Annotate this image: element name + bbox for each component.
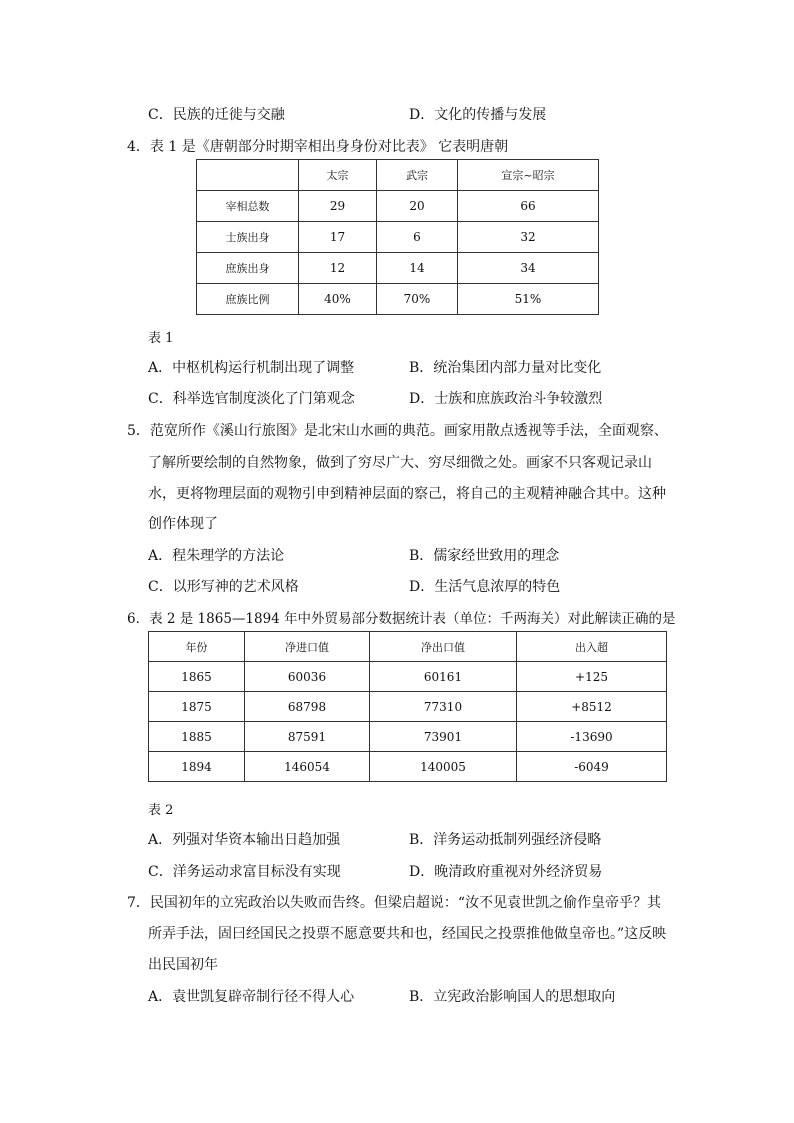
table-row bbox=[197, 191, 599, 222]
table-header-cell bbox=[197, 160, 299, 191]
table-header-cell: 出入超 bbox=[517, 632, 667, 662]
q6-option-d: D．晚清政府重视对外经济贸易 bbox=[409, 864, 603, 880]
table-cell: 士族出身 bbox=[197, 222, 299, 253]
table-cell: 庶族出身 bbox=[197, 253, 299, 284]
table-cell: +125 bbox=[517, 662, 667, 692]
table-cell: 1865 bbox=[149, 662, 245, 692]
q5-stem-line-2: 了解所要绘制的自然物象，做到了穷尽广大、穷尽细微之处。画家不只客观记录山 bbox=[148, 455, 652, 471]
table-cell: 庶族比例 bbox=[197, 284, 299, 315]
table-row bbox=[197, 253, 599, 284]
table-cell: 40% bbox=[299, 284, 377, 315]
q7-stem-line-1: 7．民国初年的立宪政治以失败而告终。但梁启超说：“汝不见袁世凯之偷作皇帝乎？其 bbox=[127, 895, 662, 911]
q5-option-d: D．生活气息浓厚的特色 bbox=[409, 579, 561, 595]
q5-stem-line-3: 水，更将物理层面的观物引申到精神层面的察己，将自己的主观精神融合其中。这种 bbox=[148, 486, 666, 502]
table-cell: -6049 bbox=[517, 752, 667, 782]
table-cell: 宰相总数 bbox=[197, 191, 299, 222]
table-header-cell: 宣宗~昭宗 bbox=[458, 160, 599, 191]
table-header-row bbox=[149, 632, 667, 662]
table-row bbox=[149, 692, 667, 722]
table-row bbox=[197, 284, 599, 315]
q5-option-a: A．程朱理学的方法论 bbox=[148, 548, 285, 564]
q4-option-a: A．中枢机构运行机制出现了调整 bbox=[148, 360, 355, 376]
q7-stem-line-2: 所弄手法，固曰经国民之投票不愿意要共和也，经国民之投票推他做皇帝也。”这反映 bbox=[148, 926, 667, 942]
table-cell: 60161 bbox=[370, 662, 517, 692]
table-cell: 1875 bbox=[149, 692, 245, 722]
q5-option-c: C．以形写神的艺术风格 bbox=[148, 579, 299, 595]
q3-option-c: C．民族的迁徙与交融 bbox=[148, 107, 285, 123]
q6-stem: 6．表 2 是 1865—1894 年中外贸易部分数据统计表（单位：千两海关）对此解读正确的是 bbox=[127, 611, 676, 627]
table-cell: 14 bbox=[377, 253, 458, 284]
table-header-cell: 净出口值 bbox=[370, 632, 517, 662]
table-header-cell: 年份 bbox=[149, 632, 245, 662]
table-header-cell: 武宗 bbox=[377, 160, 458, 191]
table-cell: 20 bbox=[377, 191, 458, 222]
table-cell: 68798 bbox=[245, 692, 370, 722]
table-cell: 60036 bbox=[245, 662, 370, 692]
q6-table-caption: 表 2 bbox=[148, 803, 174, 818]
table-cell: 146054 bbox=[245, 752, 370, 782]
table-row bbox=[149, 722, 667, 752]
q6-option-a: A．列强对华资本输出日趋加强 bbox=[148, 832, 341, 848]
table-cell: 70% bbox=[377, 284, 458, 315]
table-cell: 1894 bbox=[149, 752, 245, 782]
q6-option-c: C．洋务运动求富目标没有实现 bbox=[148, 864, 341, 880]
table-cell: 77310 bbox=[370, 692, 517, 722]
table-row bbox=[197, 222, 599, 253]
table-cell: 51% bbox=[458, 284, 599, 315]
q4-option-d: D．士族和庶族政治斗争较激烈 bbox=[409, 391, 603, 407]
q5-stem-line-1: 5．范宽所作《溪山行旅图》是北宋山水画的典范。画家用散点透视等手法，全面观察、 bbox=[127, 423, 668, 439]
table-cell: 34 bbox=[458, 253, 599, 284]
table-header-cell: 太宗 bbox=[299, 160, 377, 191]
table-row bbox=[149, 752, 667, 782]
q5-stem-line-4: 创作体现了 bbox=[148, 516, 218, 532]
table-cell: 17 bbox=[299, 222, 377, 253]
q7-stem-line-3: 出民国初年 bbox=[148, 957, 218, 973]
table-cell: +8512 bbox=[517, 692, 667, 722]
q4-stem: 4．表 1 是《唐朝部分时期宰相出身身份对比表》 它表明唐朝 bbox=[127, 139, 509, 155]
table-cell: 6 bbox=[377, 222, 458, 253]
table-cell: 66 bbox=[458, 191, 599, 222]
table-cell: 12 bbox=[299, 253, 377, 284]
table-cell: 32 bbox=[458, 222, 599, 253]
q7-option-a: A．袁世凯复辟帝制行径不得人心 bbox=[148, 989, 355, 1005]
q6-table bbox=[148, 631, 667, 782]
table-cell: 1885 bbox=[149, 722, 245, 752]
q4-option-b: B．统治集团内部力量对比变化 bbox=[409, 360, 602, 376]
q4-table-caption: 表 1 bbox=[148, 331, 174, 346]
table-header-cell: 净进口值 bbox=[245, 632, 370, 662]
table-cell: -13690 bbox=[517, 722, 667, 752]
q4-option-c: C．科举选官制度淡化了门第观念 bbox=[148, 391, 355, 407]
q4-table bbox=[196, 159, 599, 315]
q5-option-b: B．儒家经世致用的理念 bbox=[409, 548, 560, 564]
table-cell: 140005 bbox=[370, 752, 517, 782]
q7-option-b: B．立宪政治影响国人的思想取向 bbox=[409, 989, 616, 1005]
table-cell: 73901 bbox=[370, 722, 517, 752]
table-header-row bbox=[197, 160, 599, 191]
q6-option-b: B．洋务运动抵制列强经济侵略 bbox=[409, 832, 602, 848]
table-row bbox=[149, 662, 667, 692]
table-cell: 29 bbox=[299, 191, 377, 222]
table-cell: 87591 bbox=[245, 722, 370, 752]
q3-option-d: D．文化的传播与发展 bbox=[409, 107, 547, 123]
